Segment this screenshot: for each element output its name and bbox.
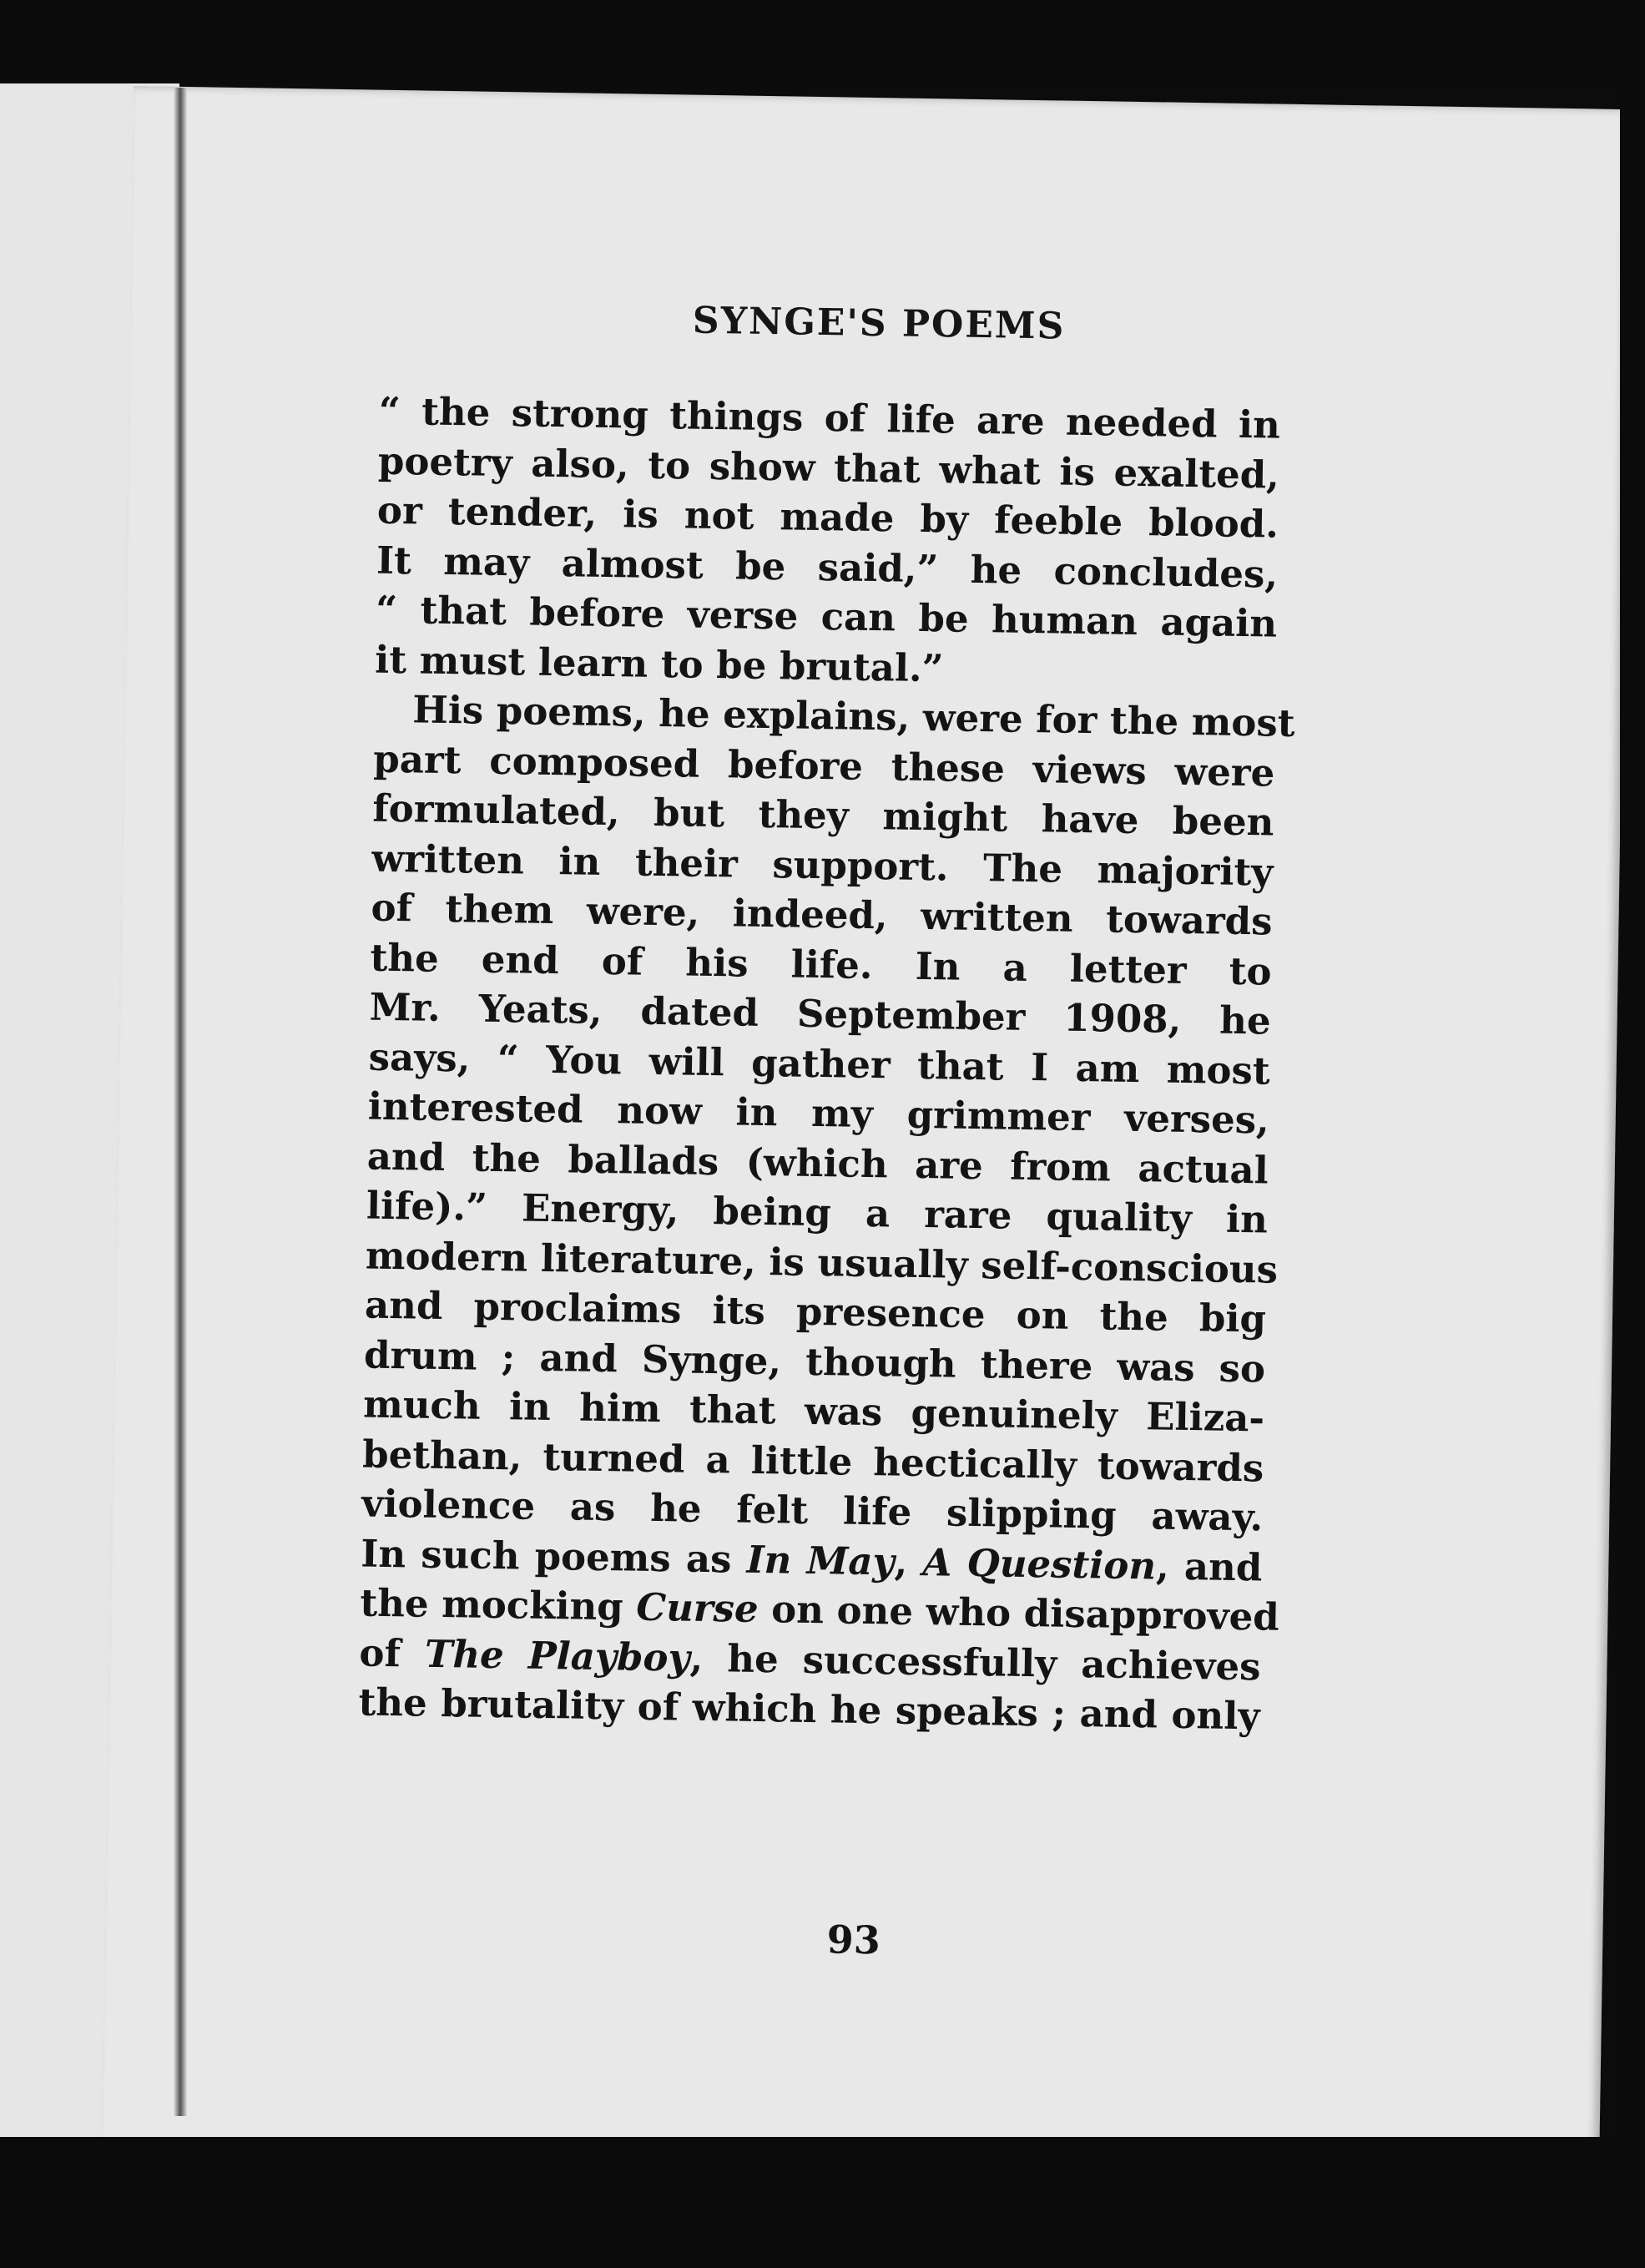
text-run: , he successfully achieves: [689, 1635, 1261, 1689]
text-line: “ that before verse can be human again: [375, 587, 1278, 646]
text-run: In such poems as: [361, 1530, 748, 1582]
text-line: bethan, turned a little hectically towards: [361, 1432, 1264, 1490]
text-line: modern literature, is usually self-conscious: [365, 1233, 1279, 1292]
text-line: written in their support. The majority: [371, 836, 1274, 895]
text-line: drum ; and Synge, though there was so: [363, 1332, 1266, 1391]
text-run: on one who disapproved: [758, 1586, 1280, 1639]
text-line: part composed before these views were: [372, 736, 1275, 796]
book-page: [100, 86, 1632, 2230]
text-line: “ the strong things of life are needed in: [378, 388, 1281, 447]
paragraph-first-line: His poems, he explains, were for the most: [411, 687, 1295, 745]
text-line: says, “ You will gather that I am most: [368, 1034, 1271, 1094]
scan-top-border: [0, 0, 1645, 88]
text-run: the mocking: [360, 1580, 637, 1629]
text-run: ,: [894, 1539, 923, 1584]
text-line: of them were, indeed, written towards: [371, 885, 1273, 944]
poem-title: In May: [746, 1537, 896, 1584]
text-line: and the ballads (which are from actual: [366, 1134, 1269, 1193]
scan-right-border: [1620, 83, 1645, 2254]
text-line: Mr. Yeats, dated September 1908, he: [369, 984, 1271, 1043]
text-line: life).” Energy, being a rare quality in: [366, 1183, 1269, 1242]
text-line: and proclaims its presence on the big: [364, 1282, 1267, 1341]
play-title: The Playboy: [424, 1631, 691, 1680]
running-title: SYNGE'S POEMS: [692, 299, 1066, 348]
text-line: the end of his life. In a letter to: [370, 935, 1272, 994]
text-line: or tender, is not made by feeble blood.: [376, 487, 1279, 547]
poem-title: Curse: [635, 1584, 759, 1631]
page-number: 93: [826, 1917, 881, 1963]
body-text: [358, 386, 1295, 1741]
text-line: it must learn to be brutal.”: [374, 637, 944, 690]
book-gutter: [174, 88, 187, 2116]
text-line: violence as he felt life slipping away.: [361, 1481, 1264, 1540]
text-line: much in him that was genuinely Eliza-: [362, 1382, 1265, 1441]
text-run: of: [359, 1629, 426, 1676]
text-line: It may almost be said,” he concludes,: [376, 538, 1279, 597]
text-run: , and: [1155, 1543, 1263, 1589]
text-line: formulated, but they might have been: [372, 785, 1274, 845]
text-line: poetry also, to show that what is exalted,: [377, 438, 1280, 498]
scan-bottom-border: [0, 2137, 1645, 2268]
text-line: the brutality of which he speaks ; and only: [358, 1680, 1260, 1739]
poem-title: A Question: [922, 1539, 1157, 1588]
text-line: interested now in my grimmer verses,: [367, 1083, 1270, 1143]
